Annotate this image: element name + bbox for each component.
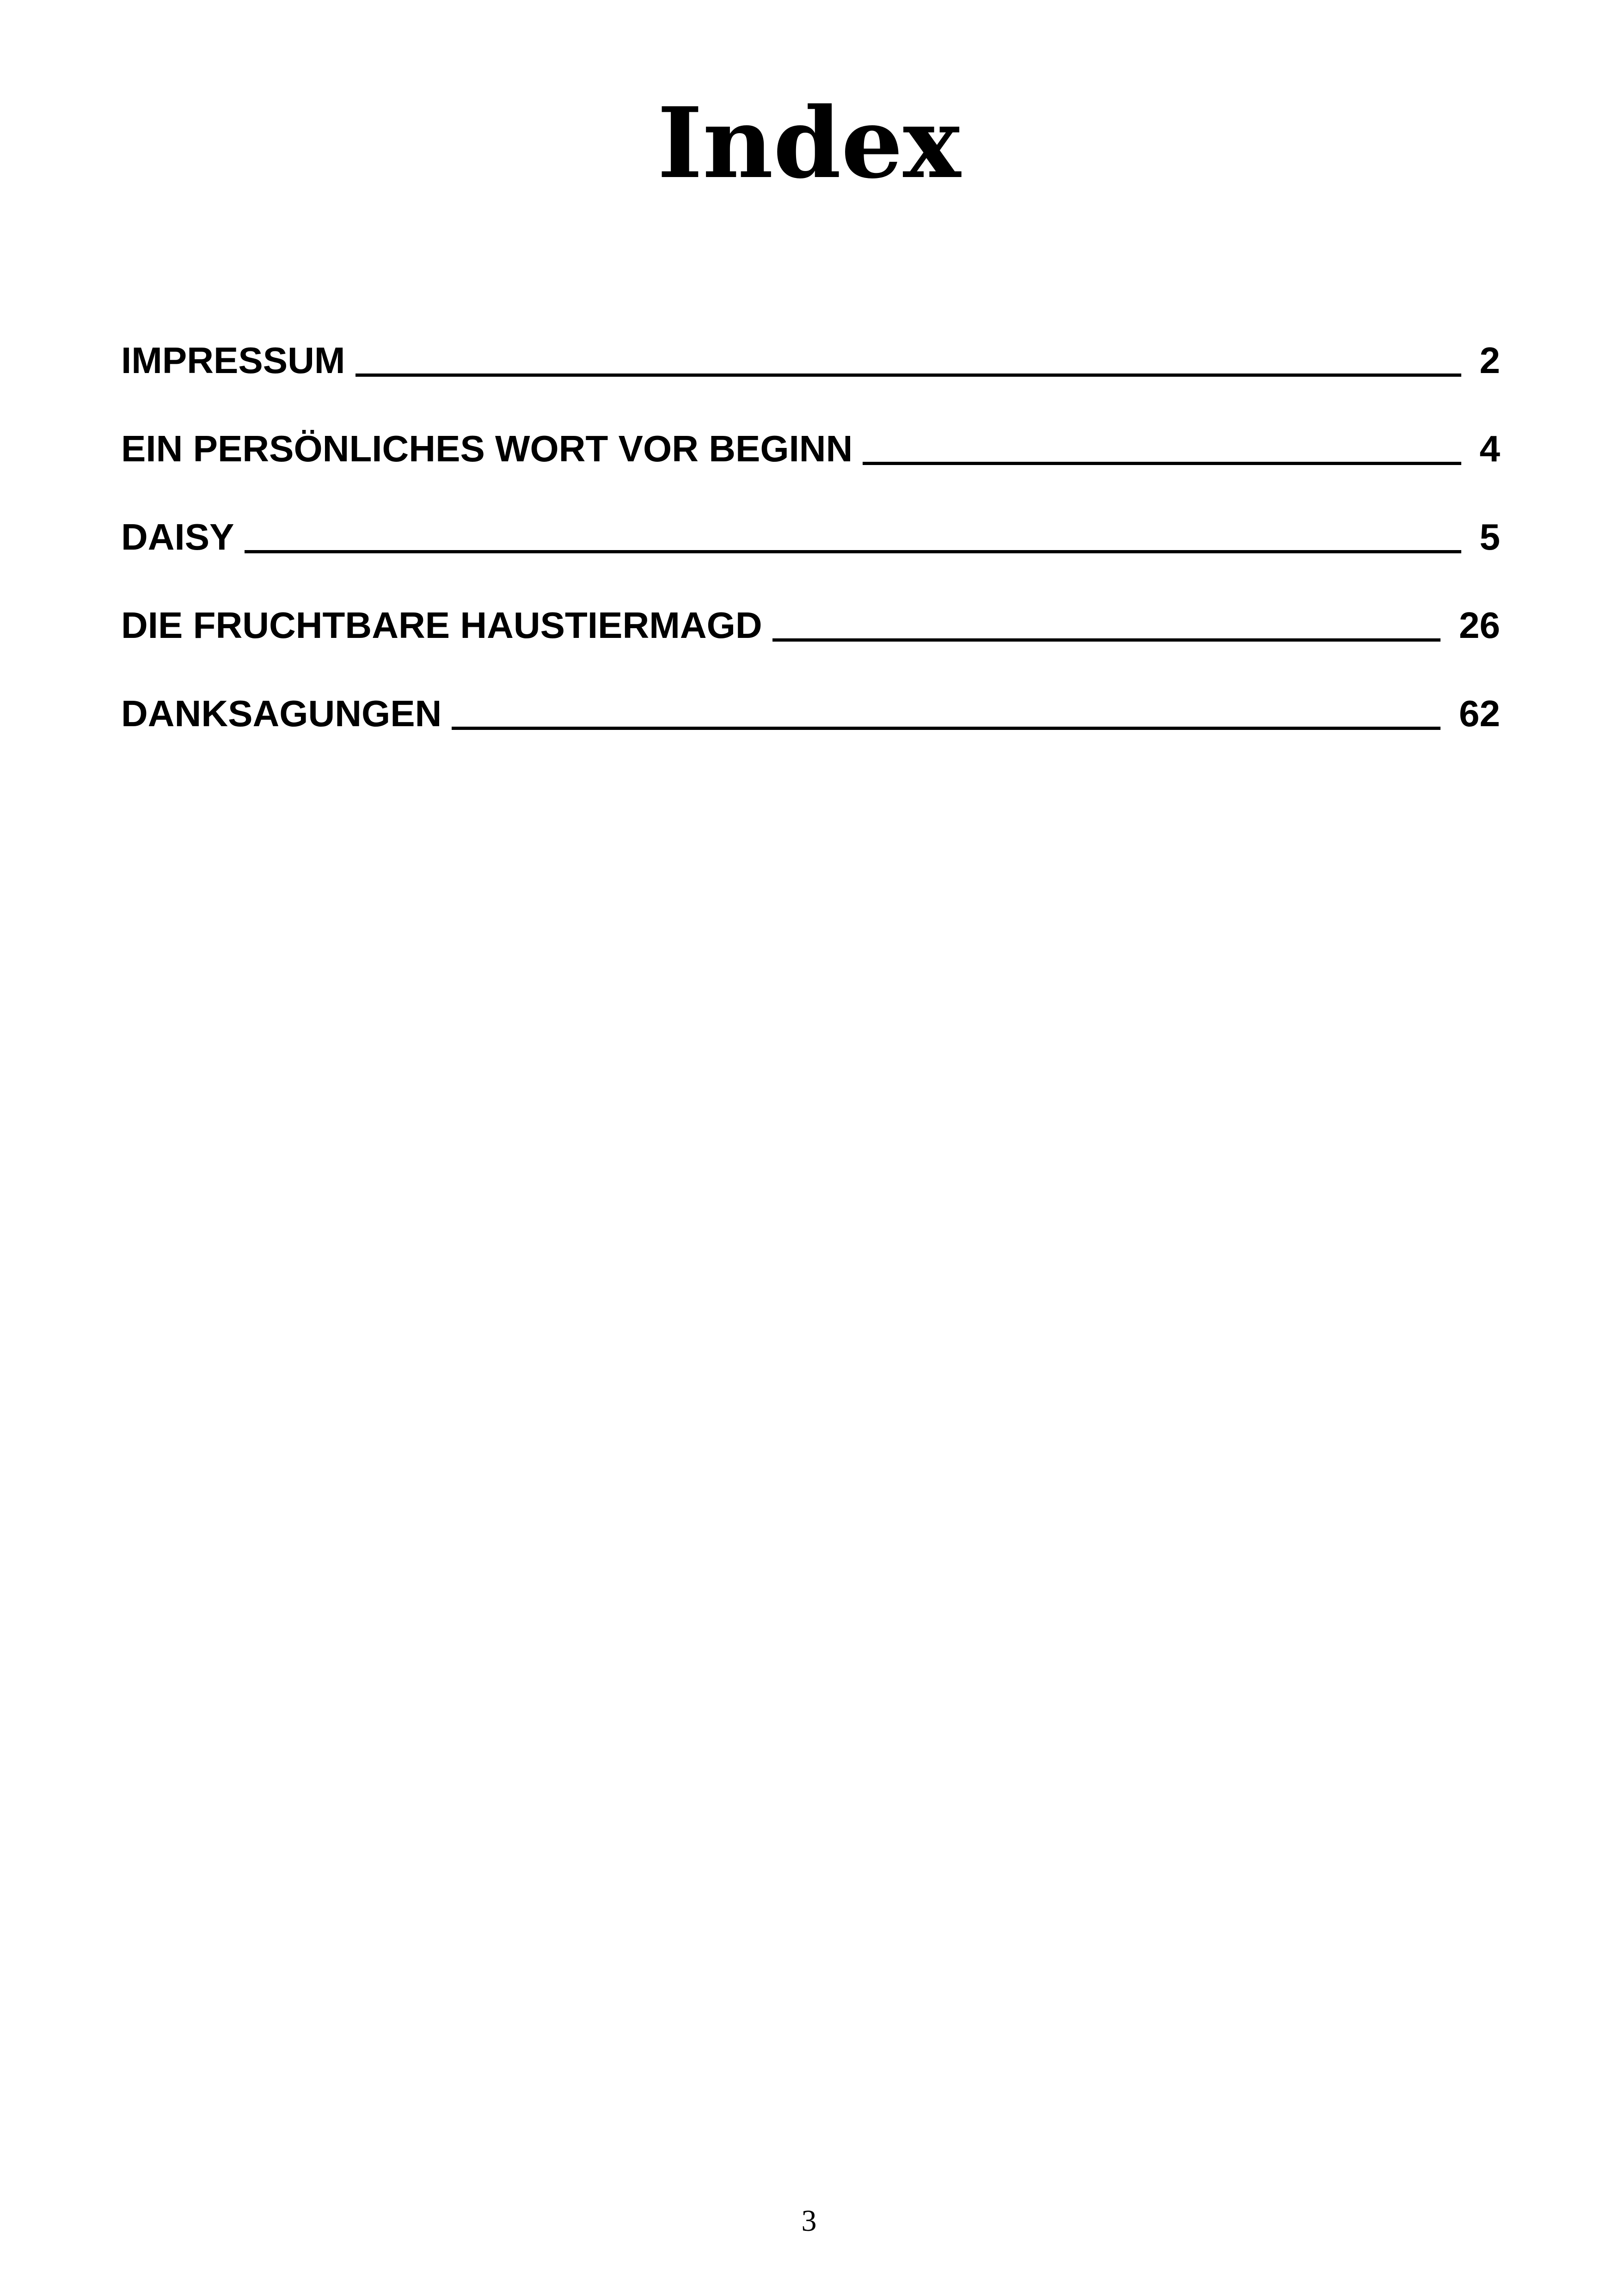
toc-entry-page: 4 xyxy=(1479,428,1500,469)
toc-entry-page: 2 xyxy=(1479,340,1500,381)
toc-entry-danksagungen[interactable] xyxy=(121,677,1500,765)
toc-entry-page: 62 xyxy=(1459,693,1500,734)
toc-entry-impressum[interactable] xyxy=(121,324,1500,412)
page-title: Index xyxy=(657,86,961,200)
toc-entry-label: EIN PERSÖNLICHES WORT VOR BEGINN xyxy=(121,428,853,469)
toc-leader-line xyxy=(355,373,1461,377)
toc-entry-page: 26 xyxy=(1459,605,1500,646)
toc-leader-line xyxy=(772,638,1440,642)
toc-entry-haustiermagd[interactable] xyxy=(121,588,1500,677)
toc-entry-label: DANKSAGUNGEN xyxy=(121,693,442,734)
table-of-contents xyxy=(121,324,1500,765)
toc-leader-line xyxy=(863,462,1461,465)
page-number: 3 xyxy=(801,2204,817,2238)
toc-entry-persoenliches-wort[interactable] xyxy=(121,412,1500,500)
toc-entry-label: DAISY xyxy=(121,516,234,557)
toc-entry-label: IMPRESSUM xyxy=(121,340,345,381)
toc-entry-daisy[interactable] xyxy=(121,500,1500,588)
toc-leader-line xyxy=(452,727,1440,730)
toc-entry-page: 5 xyxy=(1479,516,1500,557)
toc-leader-line xyxy=(245,550,1461,553)
toc-entry-label: DIE FRUCHTBARE HAUSTIERMAGD xyxy=(121,605,762,646)
